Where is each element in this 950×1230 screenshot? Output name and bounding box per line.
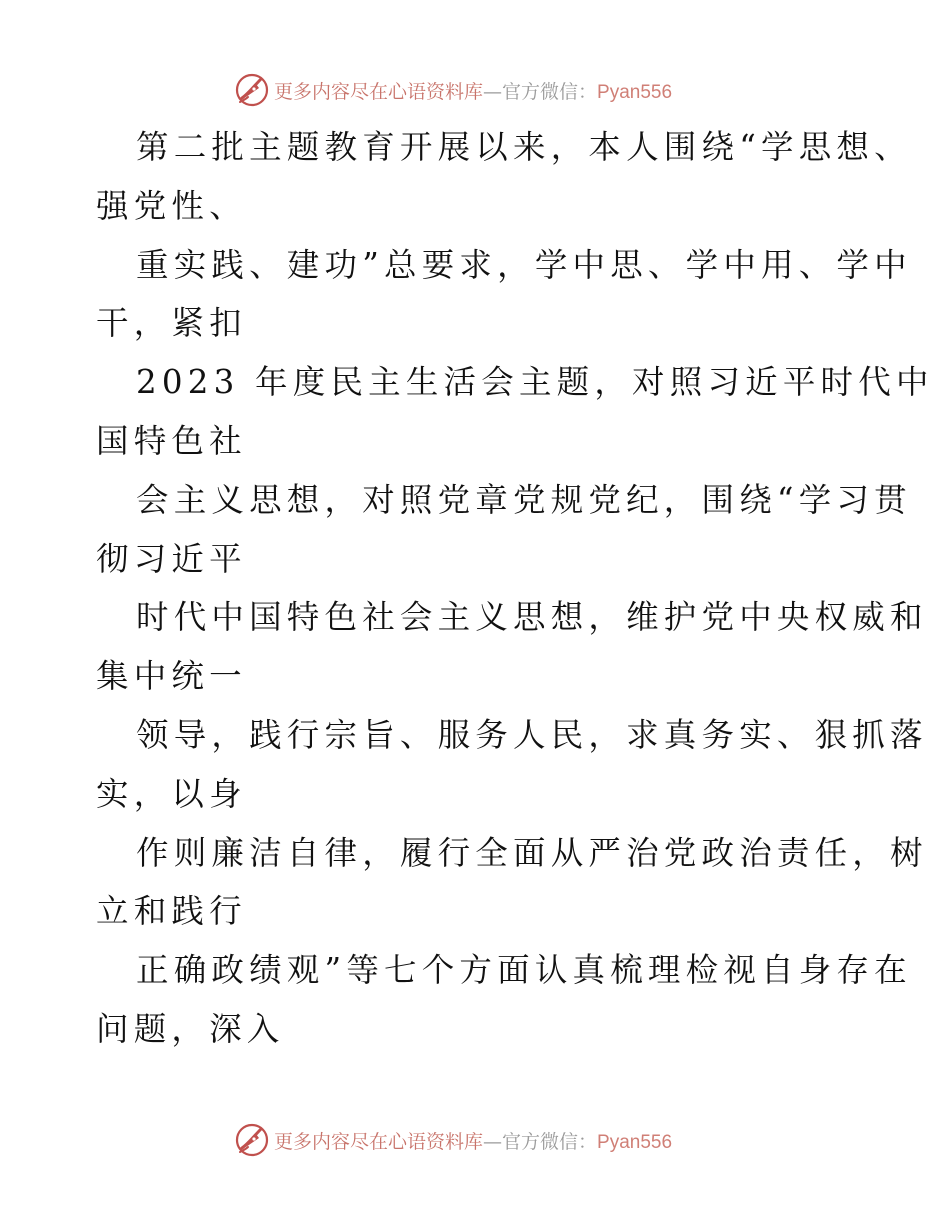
text-line: 会主义思想，对照党章党规党纪，围绕“学习贯: [136, 480, 912, 519]
text-line: 正确政绩观”等七个方面认真梳理检视自身存在: [136, 951, 912, 990]
watermark-wechat-label: 官方微信：: [502, 80, 598, 103]
text-line: 2023 年度民主生活会主题，对照习近平时代中: [136, 363, 934, 402]
text-line: 集中统一: [96, 657, 247, 696]
text-line: 问题，深入: [96, 1009, 285, 1048]
watermark-separator: —: [483, 80, 503, 103]
text-line: 重实践、建功”总要求，学中思、学中用、学中: [136, 245, 912, 284]
document-body: [96, 118, 934, 1059]
watermark-text: [274, 1127, 672, 1154]
pen-nib-logo-icon: [234, 1122, 270, 1158]
text-line: 领导，践行宗旨、服务人民，求真务实、狠抓落: [136, 715, 928, 754]
footer-watermark: [234, 1120, 672, 1160]
watermark-brand: 更多内容尽在心语资料库: [274, 80, 484, 103]
text-line: 时代中国特色社会主义思想，维护党中央权威和: [136, 598, 928, 637]
watermark-wechat-id: Pyan556: [597, 81, 673, 103]
watermark-wechat-label: 官方微信：: [502, 1130, 598, 1153]
header-watermark: [234, 70, 672, 110]
text-line: 国特色社: [96, 421, 247, 460]
text-line: 作则廉洁自律，履行全面从严治党政治责任，树: [136, 833, 928, 872]
watermark-text: [274, 77, 672, 104]
text-line: 实，以身: [96, 774, 247, 813]
watermark-brand: 更多内容尽在心语资料库: [274, 1130, 484, 1153]
watermark-wechat-id: Pyan556: [597, 1131, 673, 1153]
text-line: 第二批主题教育开展以来，本人围绕“学思想、: [136, 128, 912, 166]
text-line: 强党性、: [96, 186, 247, 225]
text-line: 立和践行: [96, 892, 247, 931]
text-line: 干，紧扣: [96, 304, 247, 343]
watermark-separator: —: [483, 1130, 503, 1153]
pen-nib-logo-icon: [234, 72, 270, 108]
text-line: 彻习近平: [96, 539, 247, 578]
